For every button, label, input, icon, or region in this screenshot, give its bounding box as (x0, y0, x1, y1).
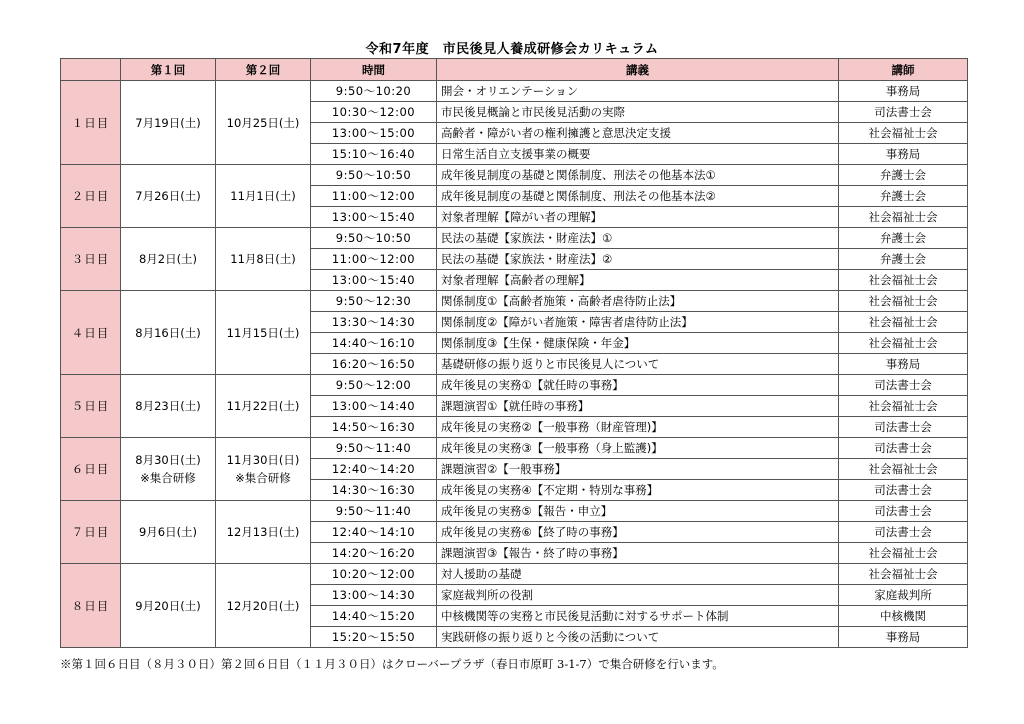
date-text: 11月15日(土) (226, 325, 300, 340)
session-time: 15:20〜15:50 (311, 627, 437, 648)
session-lecturer: 司法書士会 (839, 417, 968, 438)
session-time: 9:50〜12:00 (311, 375, 437, 396)
session-lecturer: 司法書士会 (839, 522, 968, 543)
session-lecture: 対象者理解【障がい者の理解】 (437, 207, 839, 228)
day-group (61, 291, 968, 375)
header-second-session: 第２回 (216, 59, 311, 81)
date-text: 11月30日(日) (226, 453, 300, 467)
day-group (61, 165, 968, 228)
date-text: 12月13日(土) (226, 525, 300, 539)
table-row (61, 291, 968, 312)
table-row (61, 564, 968, 585)
session-lecture: 実践研修の振り返りと今後の活動について (437, 627, 839, 648)
session-lecture: 関係制度②【障がい者施策・障害者虐待防止法】 (437, 312, 839, 333)
session-lecturer: 社会福祉士会 (839, 207, 968, 228)
day-label: ６日目 (61, 438, 121, 501)
session-lecturer: 社会福祉士会 (839, 543, 968, 564)
session-lecture: 民法の基礎【家族法・財産法】① (437, 228, 839, 249)
session-lecturer: 社会福祉士会 (839, 564, 968, 585)
date-text: 8月16日(土) (135, 325, 201, 340)
date-text: 12月20日(土) (226, 598, 300, 613)
session-lecture: 家庭裁判所の役割 (437, 585, 839, 606)
session-time: 11:00〜12:00 (311, 249, 437, 270)
second-session-date (216, 81, 311, 165)
second-session-date (216, 165, 311, 228)
second-session-date (216, 438, 311, 501)
session-lecturer: 社会福祉士会 (839, 312, 968, 333)
session-lecturer: 弁護士会 (839, 228, 968, 249)
first-session-date (121, 501, 216, 564)
date-text: 7月26日(土) (135, 189, 201, 203)
second-session-date (216, 501, 311, 564)
second-session-date (216, 564, 311, 648)
session-time: 13:00〜14:30 (311, 585, 437, 606)
day-label: ８日目 (61, 564, 121, 648)
table-row (61, 228, 968, 249)
date-text: 10月25日(土) (226, 115, 300, 130)
date-note: ※集合研修 (235, 471, 291, 485)
session-lecture: 成年後見の実務②【一般事務（財産管理)】 (437, 417, 839, 438)
header-lecture: 講義 (437, 59, 839, 81)
session-time: 9:50〜10:50 (311, 165, 437, 186)
session-lecturer: 事務局 (839, 81, 968, 102)
date-text: 8月2日(土) (138, 252, 198, 266)
session-time: 11:00〜12:00 (311, 186, 437, 207)
table-row (61, 375, 968, 396)
first-session-date (121, 438, 216, 501)
session-lecturer: 司法書士会 (839, 375, 968, 396)
session-lecture: 基礎研修の振り返りと市民後見人について (437, 354, 839, 375)
first-session-date (121, 291, 216, 375)
session-time: 14:40〜15:20 (311, 606, 437, 627)
session-lecture: 対象者理解【高齢者の理解】 (437, 270, 839, 291)
session-lecturer: 社会福祉士会 (839, 459, 968, 480)
table-row (61, 165, 968, 186)
header-row (61, 59, 968, 81)
session-lecture: 成年後見の実務⑤【報告・申立】 (437, 501, 839, 522)
session-lecturer: 社会福祉士会 (839, 291, 968, 312)
session-time: 9:50〜10:20 (311, 81, 437, 102)
day-group (61, 81, 968, 165)
day-group (61, 438, 968, 501)
first-session-date (121, 165, 216, 228)
session-lecturer: 司法書士会 (839, 438, 968, 459)
footnote: ※第１回６日目（８月３０日）第２回６日目（１１月３０日）はクローバープラザ（春日市原町 3-1-7）で集合研修を行います。 (60, 657, 724, 671)
session-time: 9:50〜10:50 (311, 228, 437, 249)
day-group (61, 228, 968, 291)
session-lecturer: 司法書士会 (839, 102, 968, 123)
session-time: 10:30〜12:00 (311, 102, 437, 123)
session-lecture: 関係制度③【生保・健康保険・年金】 (437, 333, 839, 354)
session-lecture: 成年後見制度の基礎と関係制度、刑法その他基本法① (437, 165, 839, 186)
session-time: 14:20〜16:20 (311, 543, 437, 564)
session-lecture: 課題演習①【就任時の事務】 (437, 396, 839, 417)
session-lecture: 日常生活自立支援事業の概要 (437, 144, 839, 165)
session-time: 9:50〜11:40 (311, 501, 437, 522)
second-session-date (216, 228, 311, 291)
session-lecture: 市民後見概論と市民後見活動の実際 (437, 102, 839, 123)
session-time: 12:40〜14:10 (311, 522, 437, 543)
date-text: 8月23日(土) (135, 399, 201, 413)
session-lecturer: 事務局 (839, 144, 968, 165)
session-lecture: 対人援助の基礎 (437, 564, 839, 585)
date-text: 8月30日(土) (135, 453, 201, 467)
table-row (61, 501, 968, 522)
day-label: ２日目 (61, 165, 121, 228)
day-group (61, 501, 968, 564)
session-lecturer: 弁護士会 (839, 249, 968, 270)
session-lecture: 高齢者・障がい者の権利擁護と意思決定支援 (437, 123, 839, 144)
first-session-date (121, 375, 216, 438)
session-lecture: 成年後見制度の基礎と関係制度、刑法その他基本法② (437, 186, 839, 207)
first-session-date (121, 228, 216, 291)
day-group (61, 564, 968, 648)
session-lecturer: 事務局 (839, 354, 968, 375)
session-lecture: 成年後見の実務①【就任時の事務】 (437, 375, 839, 396)
session-time: 15:10〜16:40 (311, 144, 437, 165)
session-time: 13:00〜14:40 (311, 396, 437, 417)
second-session-date (216, 375, 311, 438)
session-lecturer: 社会福祉士会 (839, 333, 968, 354)
session-lecture: 成年後見の実務⑥【終了時の事務】 (437, 522, 839, 543)
session-lecture: 課題演習③【報告・終了時の事務】 (437, 543, 839, 564)
second-session-date (216, 291, 311, 375)
session-lecture: 民法の基礎【家族法・財産法】② (437, 249, 839, 270)
session-time: 14:40〜16:10 (311, 333, 437, 354)
session-lecturer: 社会福祉士会 (839, 396, 968, 417)
session-time: 16:20〜16:50 (311, 354, 437, 375)
table-row (61, 438, 968, 459)
date-text: 11月22日(土) (226, 399, 300, 413)
header-lecturer: 講師 (839, 59, 968, 81)
date-text: 11月8日(土) (230, 252, 296, 266)
session-time: 13:30〜14:30 (311, 312, 437, 333)
session-lecturer: 中核機関 (839, 606, 968, 627)
date-text: 7月19日(土) (135, 115, 201, 130)
header-time: 時間 (311, 59, 437, 81)
session-lecture: 課題演習②【一般事務】 (437, 459, 839, 480)
day-label: ４日目 (61, 291, 121, 375)
header-first-session: 第１回 (121, 59, 216, 81)
session-time: 9:50〜11:40 (311, 438, 437, 459)
session-time: 14:50〜16:30 (311, 417, 437, 438)
session-lecturer: 司法書士会 (839, 480, 968, 501)
document-title: 令和7年度 市民後見人養成研修会カリキュラム (365, 42, 659, 57)
session-time: 14:30〜16:30 (311, 480, 437, 501)
session-time: 9:50〜12:30 (311, 291, 437, 312)
table-row (61, 81, 968, 102)
session-lecture: 関係制度①【高齢者施策・高齢者虐待防止法】 (437, 291, 839, 312)
session-lecturer: 社会福祉士会 (839, 270, 968, 291)
session-lecturer: 社会福祉士会 (839, 123, 968, 144)
session-time: 13:00〜15:40 (311, 270, 437, 291)
session-time: 13:00〜15:40 (311, 207, 437, 228)
date-note: ※集合研修 (140, 471, 196, 485)
session-lecturer: 家庭裁判所 (839, 585, 968, 606)
session-lecture: 中核機関等の実務と市民後見活動に対するサポート体制 (437, 606, 839, 627)
session-time: 12:40〜14:20 (311, 459, 437, 480)
header-day (61, 59, 121, 81)
date-text: 11月1日(土) (230, 189, 296, 203)
session-lecturer: 事務局 (839, 627, 968, 648)
session-time: 13:00〜15:00 (311, 123, 437, 144)
curriculum-table (60, 58, 968, 648)
day-label: ５日目 (61, 375, 121, 438)
date-text: 9月20日(土) (135, 598, 201, 613)
day-label: ３日目 (61, 228, 121, 291)
day-label: １日目 (61, 81, 121, 165)
session-lecturer: 弁護士会 (839, 165, 968, 186)
session-lecturer: 弁護士会 (839, 186, 968, 207)
day-label: ７日目 (61, 501, 121, 564)
day-group (61, 375, 968, 438)
date-text: 9月6日(土) (138, 525, 198, 539)
first-session-date (121, 564, 216, 648)
first-session-date (121, 81, 216, 165)
session-lecture: 成年後見の実務④【不定期・特別な事務】 (437, 480, 839, 501)
session-lecturer: 司法書士会 (839, 501, 968, 522)
session-lecture: 成年後見の実務③【一般事務（身上監護)】 (437, 438, 839, 459)
session-lecture: 開会・オリエンテーション (437, 81, 839, 102)
table-header (61, 59, 968, 81)
session-time: 10:20〜12:00 (311, 564, 437, 585)
